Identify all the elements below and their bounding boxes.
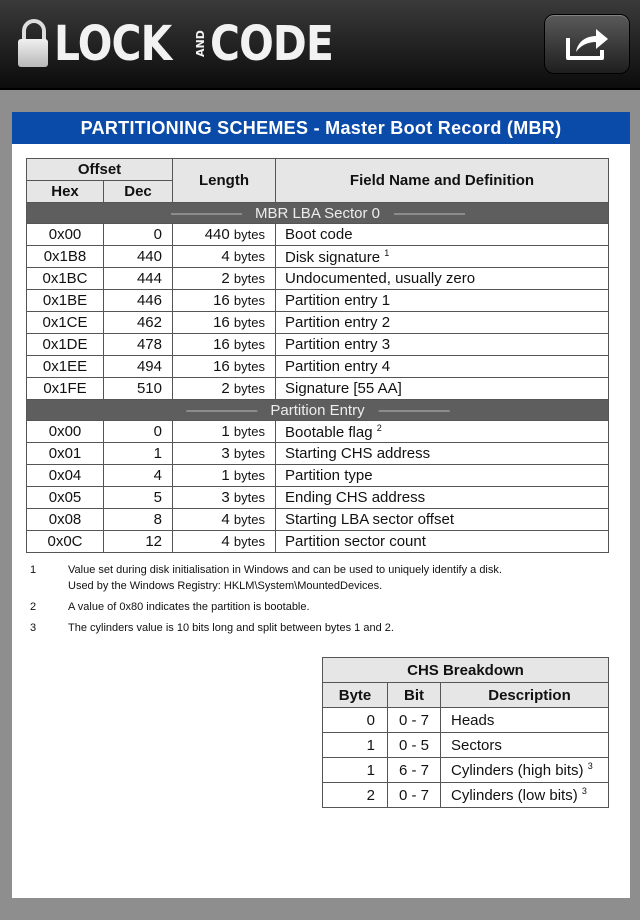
hex-offset: 0x04	[27, 465, 104, 487]
table-row	[27, 531, 609, 553]
chs-table	[322, 657, 609, 808]
table-row	[27, 421, 609, 443]
hex-offset: 0x1FE	[27, 378, 104, 400]
hex-offset: 0x1B8	[27, 246, 104, 268]
field-definition	[276, 443, 609, 465]
length-value: 16	[213, 292, 230, 309]
field-name: Partition entry 4	[285, 358, 391, 375]
length-value: 1	[221, 467, 230, 484]
table-row	[323, 708, 609, 733]
length-value: 1	[221, 423, 230, 440]
length-cell	[173, 421, 276, 443]
length-value: 2	[221, 270, 230, 287]
length-cell	[173, 487, 276, 509]
app-logo	[18, 16, 355, 72]
hex-offset: 0x1DE	[27, 334, 104, 356]
dec-offset: 440	[104, 246, 173, 268]
footnote-ref: 3	[581, 786, 587, 796]
length-value: 16	[213, 336, 230, 353]
dec-offset: 5	[104, 487, 173, 509]
footnote-line: Used by the Windows Registry: HKLM\System\MountedDevices.	[68, 580, 383, 592]
length-value: 4	[221, 248, 230, 265]
footnotes	[30, 562, 610, 641]
logo-word-and: AND	[194, 30, 208, 58]
hex-offset: 0x00	[27, 421, 104, 443]
field-name: Partition entry 3	[285, 336, 391, 353]
table-row	[27, 509, 609, 531]
length-unit: bytes	[233, 381, 265, 396]
byte-cell: 1	[323, 758, 388, 783]
table-row	[27, 290, 609, 312]
section-label: Partition Entry	[270, 401, 365, 419]
length-cell	[173, 224, 276, 246]
length-cell	[173, 312, 276, 334]
length-cell	[173, 465, 276, 487]
top-bar	[0, 0, 640, 90]
description-text: Heads	[451, 711, 495, 729]
description-header: Description	[441, 683, 609, 708]
field-name: Undocumented, usually zero	[285, 270, 476, 287]
table-row	[27, 268, 609, 290]
field-definition	[276, 421, 609, 443]
section-cell	[27, 400, 609, 421]
field-name: Ending CHS address	[285, 489, 426, 506]
field-name: Partition entry 2	[285, 314, 391, 331]
length-value: 440	[204, 226, 230, 243]
hex-offset: 0x1BE	[27, 290, 104, 312]
description-cell	[441, 758, 609, 783]
length-value: 2	[221, 380, 230, 397]
field-name: Bootable flag	[285, 423, 373, 441]
footnote	[30, 599, 610, 615]
field-definition	[276, 487, 609, 509]
table-row	[27, 334, 609, 356]
section-row	[27, 400, 609, 421]
divider-line: —————	[170, 204, 241, 222]
footnote-ref: 3	[587, 761, 593, 771]
length-value: 3	[221, 445, 230, 462]
mbr-table	[26, 158, 609, 553]
field-name: Signature [55 AA]	[285, 380, 402, 397]
byte-cell: 2	[323, 783, 388, 808]
offset-header: Offset	[27, 159, 173, 181]
length-unit: bytes	[233, 534, 265, 549]
field-definition	[276, 378, 609, 400]
field-name: Boot code	[285, 226, 353, 243]
description-text: Sectors	[451, 736, 502, 754]
content-panel	[12, 112, 630, 898]
share-button[interactable]	[544, 14, 630, 74]
dec-offset: 0	[104, 421, 173, 443]
field-name: Disk signature	[285, 248, 381, 266]
dec-offset: 0	[104, 224, 173, 246]
divider-line: —————	[394, 204, 465, 222]
length-value: 4	[221, 511, 230, 528]
dec-header: Dec	[104, 181, 173, 203]
description-cell	[441, 733, 609, 758]
footnote-number: 1	[30, 564, 37, 576]
hex-offset: 0x1EE	[27, 356, 104, 378]
footnote-number: 2	[30, 601, 37, 613]
section-label: MBR LBA Sector 0	[254, 204, 381, 222]
length-cell	[173, 356, 276, 378]
bit-header: Bit	[388, 683, 441, 708]
byte-cell: 1	[323, 733, 388, 758]
footnote	[30, 620, 610, 636]
length-unit: bytes	[233, 490, 265, 505]
dec-offset: 478	[104, 334, 173, 356]
length-cell	[173, 246, 276, 268]
length-unit: bytes	[233, 468, 265, 483]
description-cell	[441, 708, 609, 733]
field-name: Starting CHS address	[285, 445, 431, 462]
dec-offset: 8	[104, 509, 173, 531]
table-row	[27, 312, 609, 334]
length-unit: bytes	[233, 227, 265, 242]
length-cell	[173, 509, 276, 531]
hex-offset: 0x08	[27, 509, 104, 531]
field-definition	[276, 224, 609, 246]
length-cell	[173, 290, 276, 312]
dec-offset: 444	[104, 268, 173, 290]
footnote-line: A value of 0x80 indicates the partition is bootable.	[68, 601, 310, 613]
field-definition	[276, 290, 609, 312]
bit-cell: 6 - 7	[388, 758, 441, 783]
footnote-ref: 2	[376, 422, 382, 433]
hex-offset: 0x1BC	[27, 268, 104, 290]
field-name: Partition type	[285, 467, 373, 484]
field-definition	[276, 268, 609, 290]
section-cell	[27, 203, 609, 224]
field-definition	[276, 246, 609, 268]
field-definition	[276, 509, 609, 531]
padlock-icon	[18, 19, 48, 69]
table-row	[27, 487, 609, 509]
length-unit: bytes	[233, 315, 265, 330]
length-unit: bytes	[233, 359, 265, 374]
bit-cell: 0 - 7	[388, 783, 441, 808]
field-name: Partition entry 1	[285, 292, 391, 309]
table-row	[27, 378, 609, 400]
table-row	[27, 224, 609, 246]
footnote-text	[68, 562, 502, 594]
hex-header: Hex	[27, 181, 104, 203]
length-cell	[173, 268, 276, 290]
field-name: Starting LBA sector offset	[285, 511, 454, 528]
table-row	[323, 758, 609, 783]
length-value: 4	[221, 533, 230, 550]
divider-line: —————	[378, 401, 449, 419]
length-header: Length	[173, 159, 276, 203]
field-definition	[276, 531, 609, 553]
chs-title: CHS Breakdown	[323, 658, 609, 683]
table-row	[27, 443, 609, 465]
field-definition	[276, 312, 609, 334]
footnote	[30, 562, 610, 594]
description-text: Cylinders (high bits)	[451, 762, 584, 779]
footnote-text	[68, 620, 394, 636]
length-unit: bytes	[233, 249, 265, 264]
footnote-line: Value set during disk initialisation in Windows and can be used to uniquely identify a disk.	[68, 564, 502, 576]
footnote-ref: 1	[384, 247, 390, 258]
dec-offset: 1	[104, 443, 173, 465]
field-header: Field Name and Definition	[276, 159, 609, 203]
dec-offset: 510	[104, 378, 173, 400]
description-cell	[441, 783, 609, 808]
share-arrow-icon	[562, 24, 612, 64]
length-unit: bytes	[233, 424, 265, 439]
length-cell	[173, 378, 276, 400]
hex-offset: 0x05	[27, 487, 104, 509]
field-name: Partition sector count	[285, 533, 426, 550]
byte-header: Byte	[323, 683, 388, 708]
length-unit: bytes	[233, 446, 265, 461]
length-cell	[173, 443, 276, 465]
length-unit: bytes	[233, 271, 265, 286]
divider-line: —————	[186, 401, 257, 419]
dec-offset: 494	[104, 356, 173, 378]
length-unit: bytes	[233, 337, 265, 352]
length-unit: bytes	[233, 293, 265, 308]
logo-word-code: CODE	[210, 16, 334, 72]
field-definition	[276, 465, 609, 487]
dec-offset: 12	[104, 531, 173, 553]
hex-offset: 0x01	[27, 443, 104, 465]
footnote-text	[68, 599, 310, 615]
hex-offset: 0x1CE	[27, 312, 104, 334]
description-text: Cylinders (low bits)	[451, 787, 578, 804]
footnote-number: 3	[30, 622, 37, 634]
length-value: 16	[213, 314, 230, 331]
length-cell	[173, 531, 276, 553]
length-cell	[173, 334, 276, 356]
table-row	[27, 246, 609, 268]
table-row	[27, 465, 609, 487]
footnote-line: The cylinders value is 10 bits long and split between bytes 1 and 2.	[68, 622, 394, 634]
dec-offset: 446	[104, 290, 173, 312]
dec-offset: 462	[104, 312, 173, 334]
page-title: PARTITIONING SCHEMES - Master Boot Record (MBR)	[12, 112, 630, 144]
logo-word-lock: LOCK	[54, 16, 172, 72]
length-value: 16	[213, 358, 230, 375]
hex-offset: 0x0C	[27, 531, 104, 553]
length-value: 3	[221, 489, 230, 506]
dec-offset: 4	[104, 465, 173, 487]
table-row	[323, 733, 609, 758]
byte-cell: 0	[323, 708, 388, 733]
field-definition	[276, 356, 609, 378]
bit-cell: 0 - 7	[388, 708, 441, 733]
bit-cell: 0 - 5	[388, 733, 441, 758]
hex-offset: 0x00	[27, 224, 104, 246]
table-row	[323, 783, 609, 808]
table-row	[27, 356, 609, 378]
length-unit: bytes	[233, 512, 265, 527]
section-row	[27, 203, 609, 224]
field-definition	[276, 334, 609, 356]
